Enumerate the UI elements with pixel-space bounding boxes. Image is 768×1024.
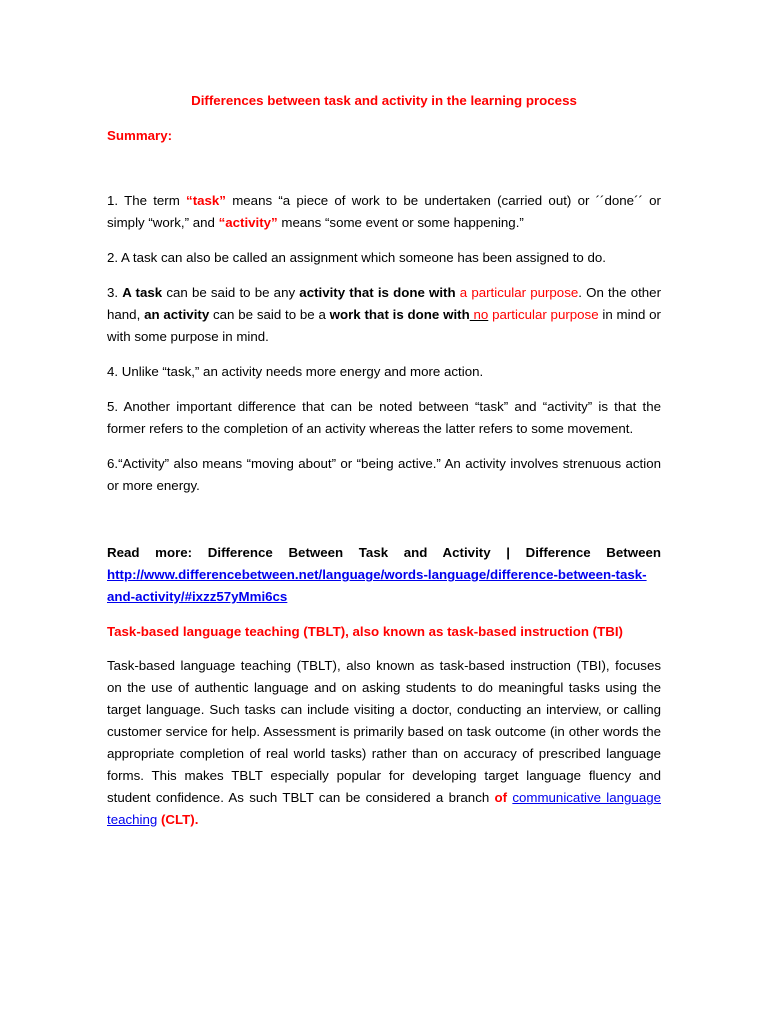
summary-label: Summary:	[107, 128, 173, 143]
point-3-an-activity: an activity	[144, 307, 210, 322]
point-3-no: no	[469, 307, 489, 322]
point-3-text-l: in mind or with some purpose in mind.	[107, 307, 661, 344]
point-3-a-task: A task	[122, 285, 163, 300]
clt-abbrev: (CLT).	[157, 812, 199, 827]
point-3-text-f: . On the other hand,	[107, 285, 661, 322]
read-more	[107, 542, 661, 608]
point-3-work-done-with: work that is done with	[329, 307, 470, 322]
point-1-text-c: means “some event or some happening.”	[277, 215, 524, 230]
point-1-text-a: 1. The term	[107, 193, 187, 208]
read-more-label: Read more: Difference Between Task and Activity | Difference Between	[107, 545, 661, 560]
tblt-paragraph	[107, 655, 661, 831]
point-3-text-a: 3.	[107, 285, 123, 300]
tblt-paragraph-text: Task-based language teaching (TBLT), also known as task-based instruction (TBI), focuses on the use of authentic language and on asking students to do meaningful tasks using the target language. Such tasks can include visiting a doctor, conducting an interview, or calling customer service for help. Assessment is primarily based on task outcome (in other words the appropriate completion of real world tasks) rather than on accuracy of prescribed language forms. This makes TBLT especially popular for developing target language fluency and student confidence. As such TBLT can be considered a branch	[107, 658, 661, 805]
clt-link[interactable]: communicative language teaching	[107, 790, 662, 827]
point-3-text-c: can be said to be any	[162, 285, 300, 300]
point-6: 6.“Activity” also means “moving about” or “being active.” An activity involves strenuous action or more energy.	[107, 456, 661, 493]
point-2: 2. A task can also be called an assignment which someone has been assigned to do.	[107, 250, 606, 265]
point-5: 5. Another important difference that can be noted between “task” and “activity” is that the former refers to the completion of an activity whereas the latter refers to some movement.	[107, 399, 661, 436]
tblt-heading: Task-based language teaching (TBLT), also known as task-based instruction (TBI)	[107, 624, 623, 639]
task-term: “task”	[186, 193, 226, 208]
point-3-particular-purpose-2: particular purpose	[488, 307, 599, 322]
point-1-text-b: means “a piece of work to be undertaken (carried out) or ´´done´´ or simply “work,” and	[107, 193, 661, 230]
read-more-link[interactable]: http://www.differencebetween.net/language/words-language/difference-between-task-and-activity/#ixzz57yMmi6cs	[107, 567, 647, 604]
point-4: 4. Unlike “task,” an activity needs more energy and more action.	[107, 364, 484, 379]
activity-term: “activity”	[218, 215, 278, 230]
point-3-activity-done-with: activity that is done with	[299, 285, 456, 300]
point-3-particular-purpose: a particular purpose	[455, 285, 579, 300]
point-1	[107, 190, 661, 234]
tblt-of: of	[494, 790, 513, 805]
point-3	[107, 282, 661, 348]
document-title: Differences between task and activity in the learning process	[191, 93, 577, 108]
point-3-text-h: can be said to be a	[209, 307, 330, 322]
